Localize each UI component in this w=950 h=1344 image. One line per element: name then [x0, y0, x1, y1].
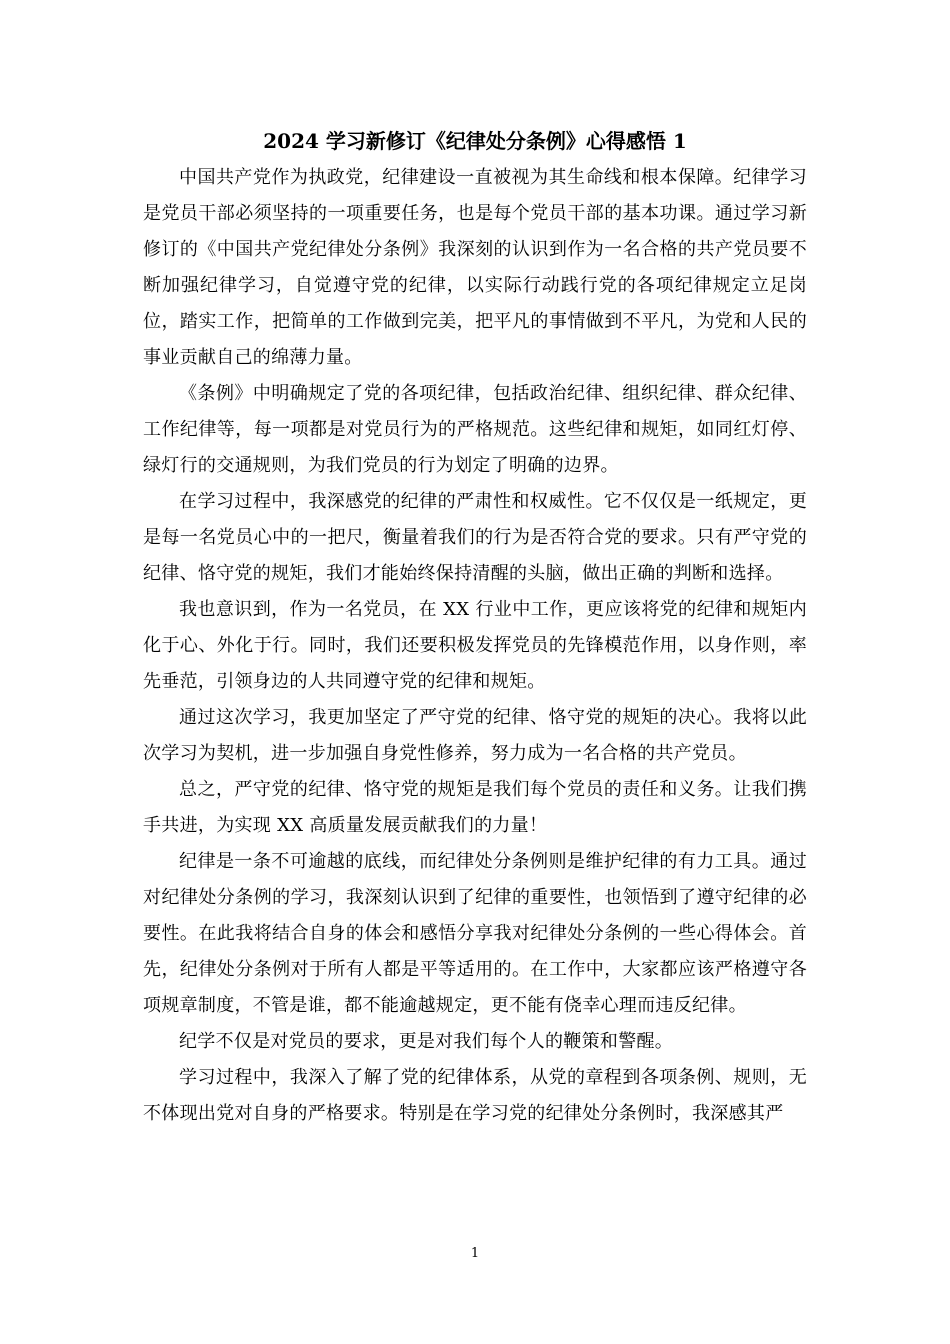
paragraph: 学习过程中，我深入了解了党的纪律体系，从党的章程到各项条例、规则，无不体现出党对自身的严格要求。特别是在学习党的纪律处分条例时，我深感其严: [143, 1067, 807, 1124]
paragraph: 中国共产党作为执政党，纪律建设一直被视为其生命线和根本保障。纪律学习是党员干部必须坚持的一项重要任务，也是每个党员干部的基本功课。通过学习新修订的《中国共产党纪律处分条例》我深刻的认识到作为一名合格的共产党员要不断加强纪律学习，自觉遵守党的纪律，以实际行动践行党的各项纪律规定立足岗位，踏实工作，把简单的工作做到完美，把平凡的事情做到不平凡，为党和人民的事业贡献自己的绵薄力量。: [143, 167, 807, 368]
paragraph: 总之，严守党的纪律、恪守党的规矩是我们每个党员的责任和义务。让我们携手共进，为实现 XX 高质量发展贡献我们的力量！: [143, 779, 807, 836]
paragraph: 《条例》中明确规定了党的各项纪律，包括政治纪律、组织纪律、群众纪律、工作纪律等，每一项都是对党员行为的严格规范。这些纪律和规矩，如同红灯停、绿灯行的交通规则，为我们党员的行为划定了明确的边界。: [143, 383, 807, 476]
paragraph: 纪律是一条不可逾越的底线，而纪律处分条例则是维护纪律的有力工具。通过对纪律处分条例的学习，我深刻认识到了纪律的重要性，也领悟到了遵守纪律的必要性。在此我将结合自身的体会和感悟分享我对纪律处分条例的一些心得体会。首先，纪律处分条例对于所有人都是平等适用的。在工作中，大家都应该严格遵守各项规章制度，不管是谁，都不能逾越规定，更不能有侥幸心理而违反纪律。: [143, 851, 807, 1016]
paragraph: 纪学不仅是对党员的要求，更是对我们每个人的鞭策和警醒。: [179, 1031, 674, 1052]
paragraph: 在学习过程中，我深感党的纪律的严肃性和权威性。它不仅仅是一纸规定，更是每一名党员心中的一把尺，衡量着我们的行为是否符合党的要求。只有严守党的纪律、恪守党的规矩，我们才能始终保持清醒的头脑，做出正确的判断和选择。: [143, 491, 807, 584]
page-number: 1: [470, 1246, 480, 1261]
document-title: 2024 学习新修订《纪律处分条例》心得感悟 1: [263, 129, 687, 153]
paragraph: 我也意识到，作为一名党员，在 XX 行业中工作，更应该将党的纪律和规矩内化于心、外化于行。同时，我们还要积极发挥党员的先锋模范作用，以身作则，率先垂范，引领身边的人共同遵守党的纪律和规矩。: [143, 599, 807, 692]
document-body: [143, 160, 807, 1132]
paragraph: 通过这次学习，我更加坚定了严守党的纪律、恪守党的规矩的决心。我将以此次学习为契机，进一步加强自身党性修养，努力成为一名合格的共产党员。: [143, 707, 807, 764]
